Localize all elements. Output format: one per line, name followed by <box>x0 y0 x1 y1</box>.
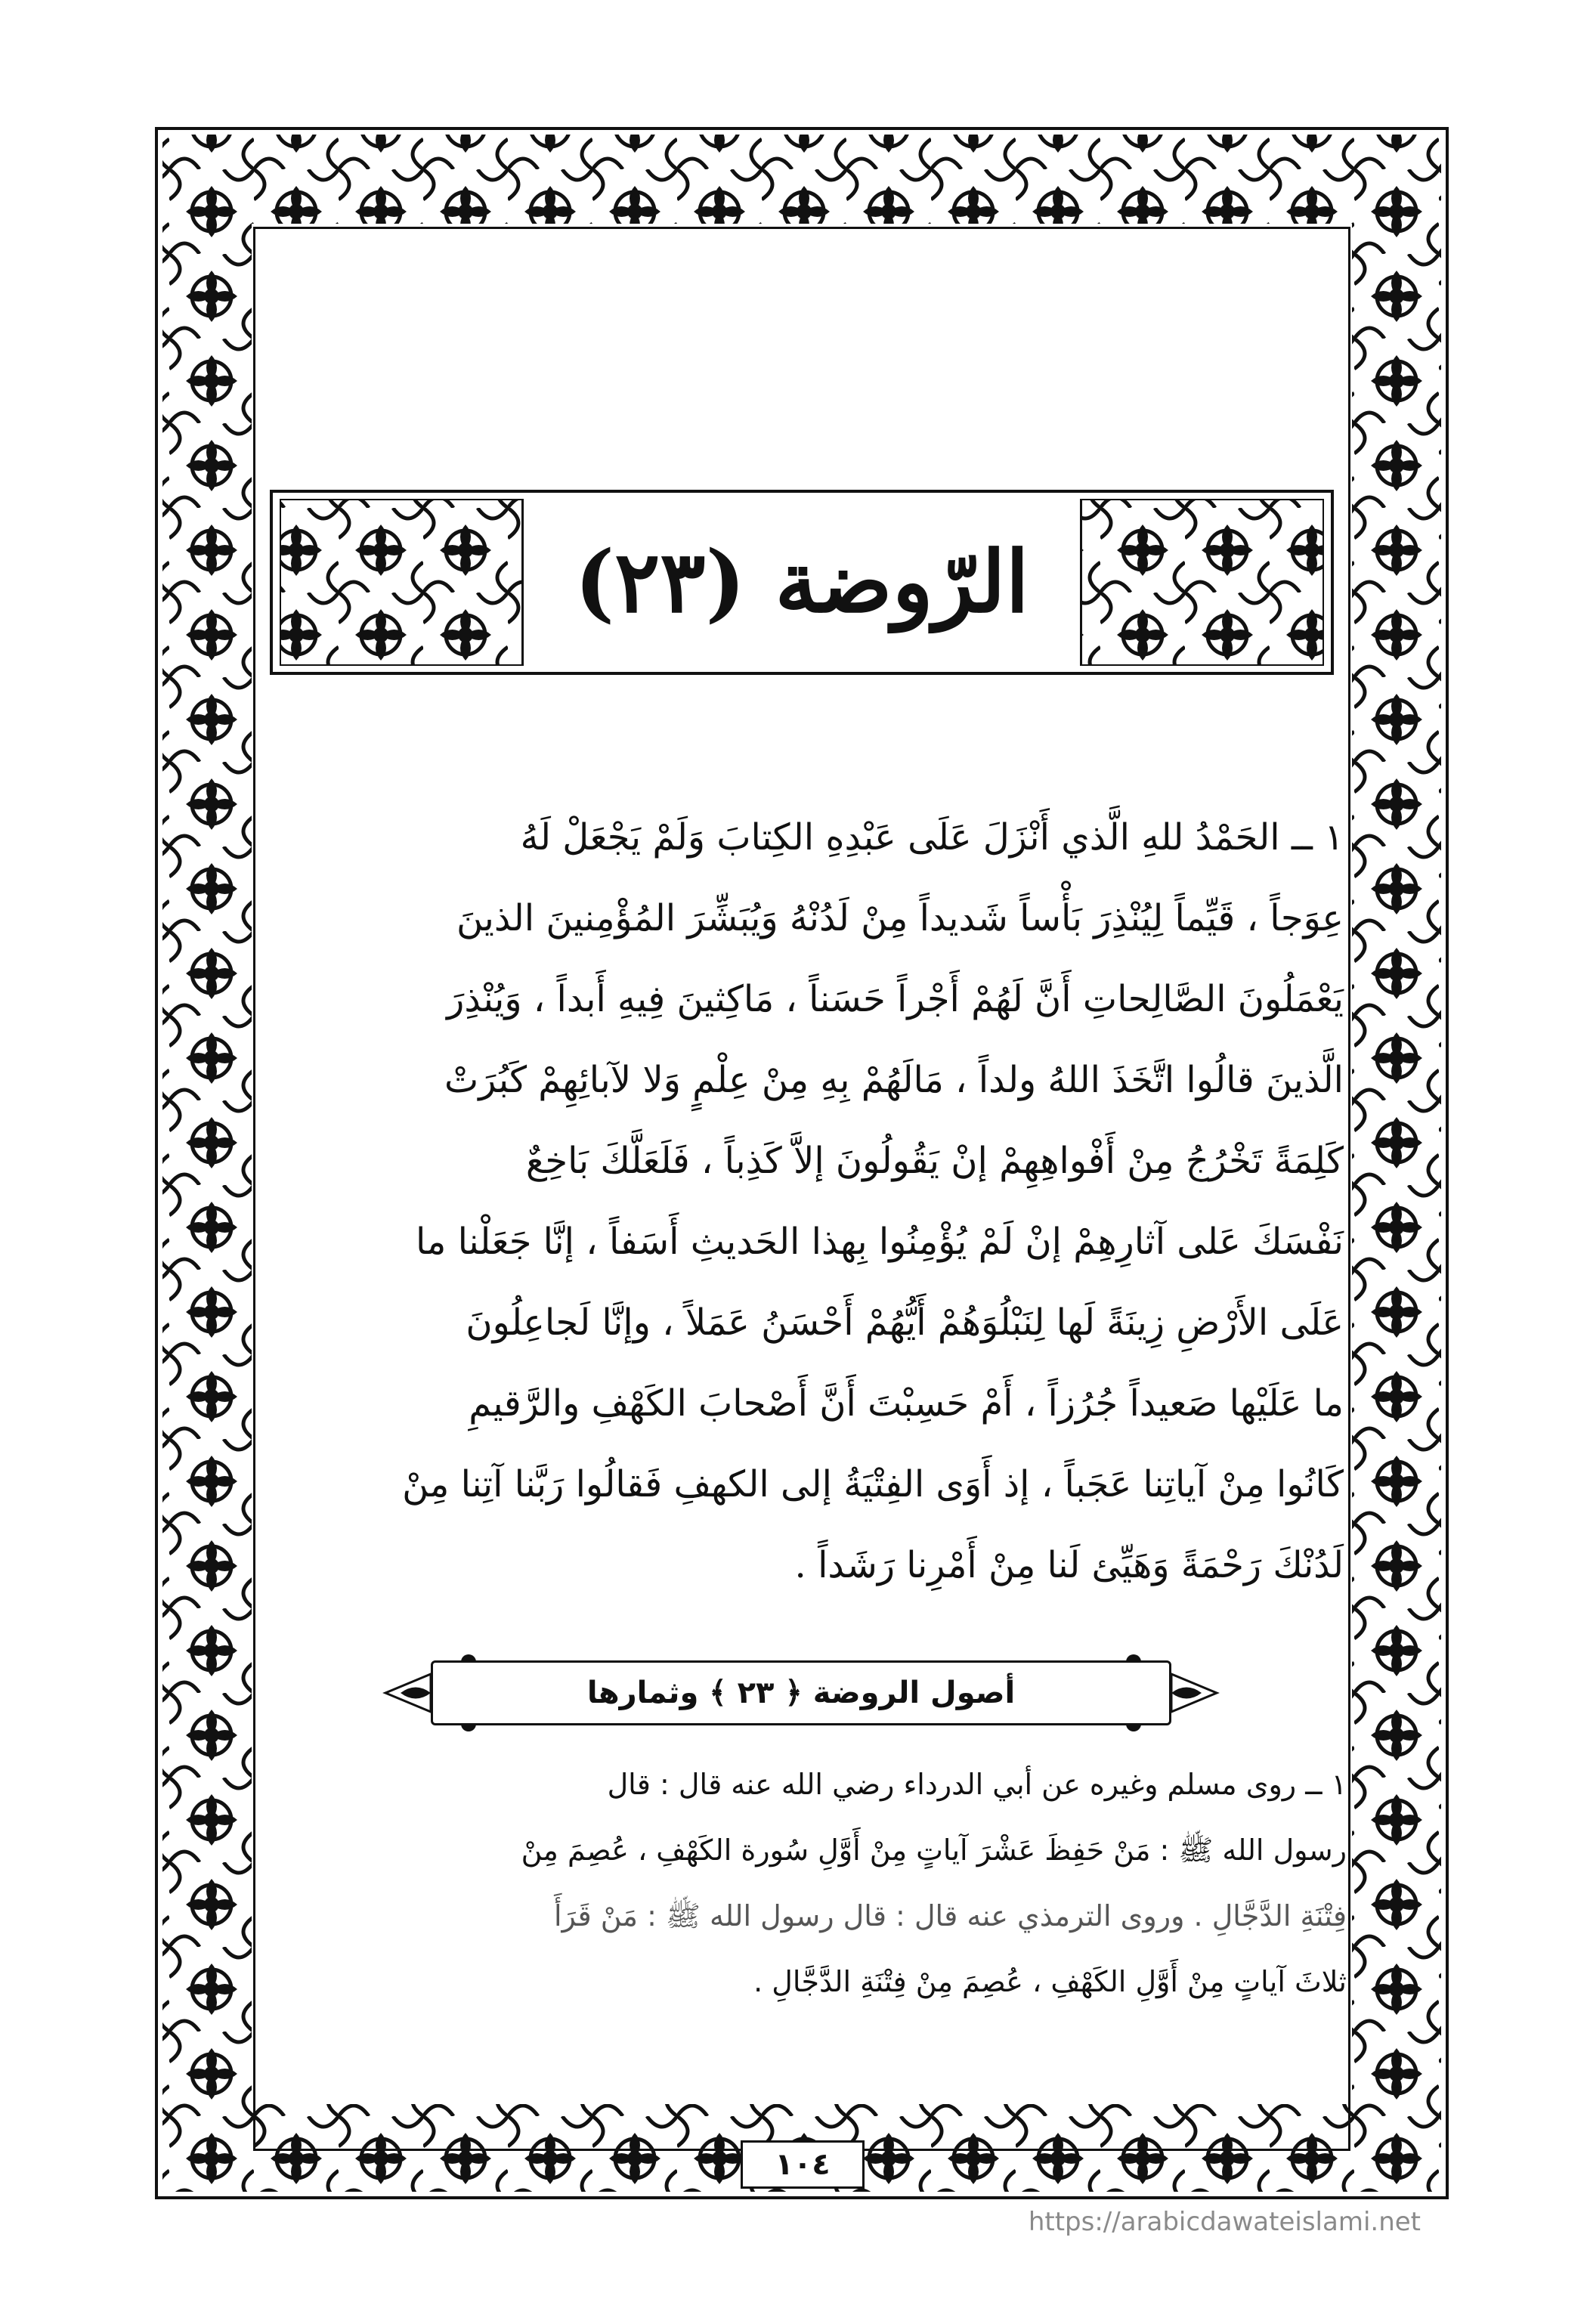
verse-line: كَانُوا مِنْ آياتِنا عَجَباً ، إذ أَوَى الفِتْيَةُ إلى الكهفِ فَقالُوا رَبَّنا آتِنا مِنْ <box>402 1463 1344 1505</box>
subheading-box <box>431 1660 1171 1725</box>
main-verse-text <box>286 797 1344 1606</box>
verse-line: الَّذينَ قالُوا اتَّخَذَ اللهُ ولداً ، مَالَهُمْ بِهِ مِنْ عِلْمٍ وَلا لآبائِهِمْ كَبُرَتْ <box>444 1059 1344 1101</box>
hadith-line: فِتْنَةِ الدَّجَّالِ . وروى الترمذي عنه قال : قال رسول الله ﷺ : مَنْ قَرَأَ <box>553 1899 1347 1933</box>
verse-line: عِوَجاً ، قَيِّماً لِيُنْذِرَ بَأْساً شَديداً مِنْ لَدُنْهُ وَيُبَشِّرَ المُؤْمِنينَ الذينَ <box>456 897 1344 939</box>
page-number: ١٠٤ <box>741 2140 865 2189</box>
verse-line: لَدُنْكَ رَحْمَةً وَهَيِّئ لَنا مِنْ أَمْرِنا رَشَداً . <box>794 1544 1344 1586</box>
verse-line: عَلَى الأَرْضِ زِينَةً لَها لِنَبْلُوَهُمْ أَيُّهُمْ أَحْسَنُ عَمَلاً ، وإنَّا لَجاعِلُونَ <box>466 1301 1344 1344</box>
verse-line: ١ ــ الحَمْدُ للهِ الَّذي أَنْزَلَ عَلَى عَبْدِهِ الكِتابَ وَلَمْ يَجْعَلْ لَهُ <box>520 816 1344 859</box>
source-watermark: https://arabicdawateislami.net <box>1028 2207 1421 2237</box>
verse-line: يَعْمَلُونَ الصَّالِحاتِ أَنَّ لَهُمْ أَجْراً حَسَناً ، مَاكِثينَ فِيهِ أَبداً ، وَيُنْذِرَ <box>447 978 1344 1020</box>
hadith-line: رسول الله ﷺ : مَنْ حَفِظَ عَشْرَ آياتٍ مِنْ أَوَّلِ سُورة الكَهْفِ ، عُصِمَ مِنْ <box>521 1834 1347 1867</box>
hadith-line: ١ ــ روى مسلم وغيره عن أبي الدرداء رضي الله عنه قال : قال <box>607 1768 1347 1801</box>
subheading: أصول الروضة ﴿ ٢٣ ﴾ وثمارها <box>586 1676 1016 1710</box>
hadith-line: ثلاثَ آياتٍ مِنْ أَوَّلِ الكَهْفِ ، عُصِمَ مِنْ فِتْنَةِ الدَّجَّالِ . <box>753 1965 1347 1998</box>
hadith-text <box>274 1752 1347 2015</box>
verse-line: نَفْسَكَ عَلى آثارِهِمْ إنْ لَمْ يُؤْمِنُوا بِهذا الحَديثِ أَسَفاً ، إنَّا جَعَلْنا ما <box>415 1221 1344 1263</box>
verse-line: ما عَلَيْها صَعيداً جُرُزاً ، أَمْ حَسِبْتَ أَنَّ أَصْحابَ الكَهْفِ والرَّقيمِ <box>469 1382 1344 1425</box>
subheading-frame <box>378 1651 1224 1734</box>
title-box <box>521 499 1082 666</box>
verse-line: كَلِمَةً تَخْرُجُ مِنْ أَفْواهِهِمْ إنْ يَقُولُونَ إلاَّ كَذِباً ، فَلَعَلَّكَ بَاخِعٌ <box>525 1140 1344 1182</box>
page-title: الرّوضة (٢٣) <box>574 532 1029 632</box>
